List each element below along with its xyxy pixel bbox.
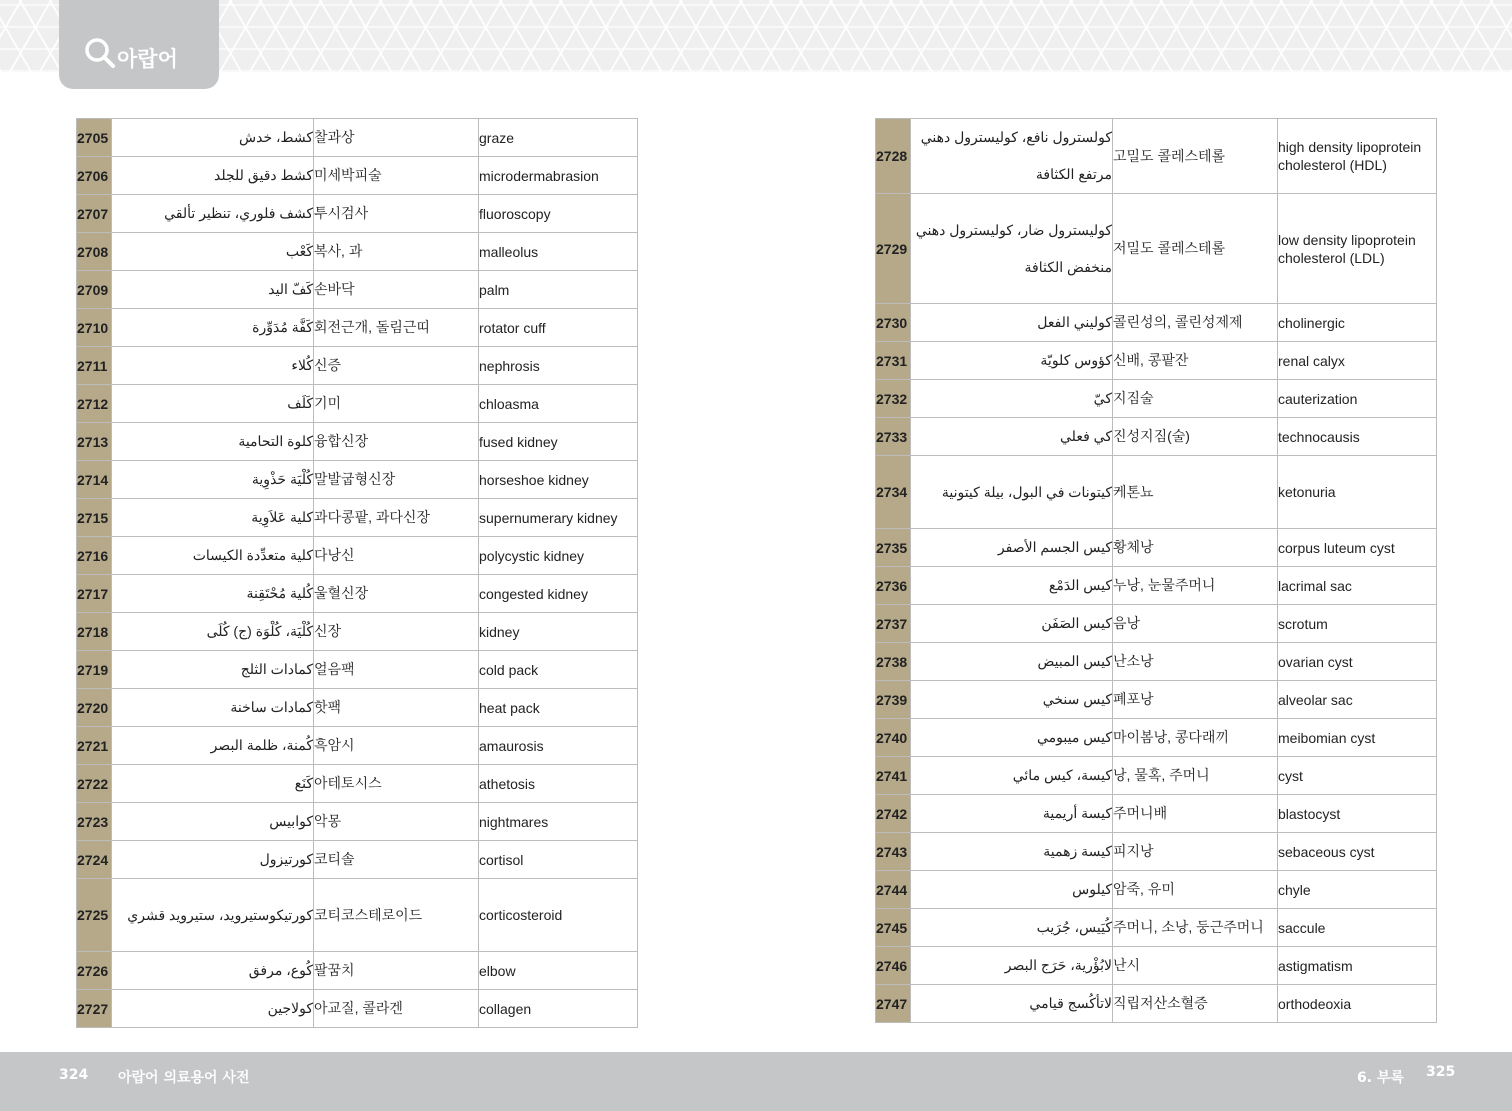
english-term: palm [479, 271, 638, 309]
entry-number: 2720 [77, 689, 112, 727]
english-term: saccule [1278, 909, 1437, 947]
entry-number: 2744 [876, 871, 911, 909]
entry-number: 2709 [77, 271, 112, 309]
table-row [77, 499, 638, 537]
tab-label: 아랍어 [117, 47, 178, 71]
entry-number: 2746 [876, 947, 911, 985]
arabic-term: كلية عَلاَوِية [112, 499, 314, 537]
english-term: fluoroscopy [479, 195, 638, 233]
table-row [876, 871, 1437, 909]
table-row [876, 605, 1437, 643]
entry-number: 2712 [77, 385, 112, 423]
arabic-term: كيسة زهمية [911, 833, 1113, 871]
arabic-term: كَفَّة مُدَوِّرة [112, 309, 314, 347]
arabic-term: كيلوس [911, 871, 1113, 909]
korean-term: 찰과상 [314, 119, 479, 157]
entry-number: 2711 [77, 347, 112, 385]
korean-term: 지짐술 [1113, 380, 1278, 418]
korean-term: 말발굽형신장 [314, 461, 479, 499]
korean-term: 콜린성의, 콜린성제제 [1113, 304, 1278, 342]
entry-number: 2719 [77, 651, 112, 689]
english-term: cholinergic [1278, 304, 1437, 342]
table-row [77, 119, 638, 157]
english-term: corpus luteum cyst [1278, 529, 1437, 567]
table-row [876, 529, 1437, 567]
arabic-term: كيس ميبومي [911, 719, 1113, 757]
entry-number: 2736 [876, 567, 911, 605]
entry-number: 2710 [77, 309, 112, 347]
arabic-term: كوليسترول ضار، كوليسترول دهني منخفض الكثافة [911, 194, 1113, 304]
english-term: chloasma [479, 385, 638, 423]
table-row [876, 643, 1437, 681]
language-tab [59, 0, 219, 89]
table-row [77, 233, 638, 271]
english-term: cauterization [1278, 380, 1437, 418]
entry-number: 2715 [77, 499, 112, 537]
table-row [876, 909, 1437, 947]
korean-term: 코티코스테로이드 [314, 879, 479, 952]
entry-number: 2747 [876, 985, 911, 1023]
korean-term: 피지낭 [1113, 833, 1278, 871]
arabic-term: كي فعلي [911, 418, 1113, 456]
arabic-term: كشط دقيق للجلد [112, 157, 314, 195]
english-term: cold pack [479, 651, 638, 689]
entry-number: 2727 [77, 990, 112, 1028]
table-row [876, 194, 1437, 304]
table-row [77, 803, 638, 841]
entry-number: 2714 [77, 461, 112, 499]
search-icon [83, 36, 117, 70]
entry-number: 2722 [77, 765, 112, 803]
english-term: technocausis [1278, 418, 1437, 456]
table-row [876, 456, 1437, 529]
korean-term: 다낭신 [314, 537, 479, 575]
table-row [77, 423, 638, 461]
korean-term: 진성지짐(술) [1113, 418, 1278, 456]
left-book-title: 아랍어 의료용어 사전 [118, 1070, 250, 1086]
english-term: blastocyst [1278, 795, 1437, 833]
english-term: cyst [1278, 757, 1437, 795]
arabic-term: كيس سنخي [911, 681, 1113, 719]
table-row [876, 342, 1437, 380]
korean-term: 신배, 콩팥잔 [1113, 342, 1278, 380]
right-dictionary-table [875, 118, 1437, 1023]
arabic-term: كيسة، كيس مائي [911, 757, 1113, 795]
english-term: scrotum [1278, 605, 1437, 643]
english-term: orthodeoxia [1278, 985, 1437, 1023]
korean-term: 직립저산소혈증 [1113, 985, 1278, 1023]
entry-number: 2721 [77, 727, 112, 765]
arabic-term: كلية متعدِّدة الكيسات [112, 537, 314, 575]
entry-number: 2707 [77, 195, 112, 233]
english-term: congested kidney [479, 575, 638, 613]
arabic-term: كمادات ساخنة [112, 689, 314, 727]
english-term: lacrimal sac [1278, 567, 1437, 605]
english-term: microdermabrasion [479, 157, 638, 195]
english-term: corticosteroid [479, 879, 638, 952]
entry-number: 2741 [876, 757, 911, 795]
table-row [876, 418, 1437, 456]
entry-number: 2743 [876, 833, 911, 871]
english-term: sebaceous cyst [1278, 833, 1437, 871]
entry-number: 2723 [77, 803, 112, 841]
arabic-term: كَفّ اليد [112, 271, 314, 309]
korean-term: 신장 [314, 613, 479, 651]
english-term: chyle [1278, 871, 1437, 909]
table-row [77, 385, 638, 423]
table-row [876, 567, 1437, 605]
table-row [876, 985, 1437, 1023]
english-term: cortisol [479, 841, 638, 879]
korean-term: 주머니, 소낭, 둥근주머니 [1113, 909, 1278, 947]
arabic-term: لابُؤْرية، حَرَج البصر [911, 947, 1113, 985]
arabic-term: كلوة التحامية [112, 423, 314, 461]
arabic-term: كُيَيس، جُرَيب [911, 909, 1113, 947]
table-row [876, 119, 1437, 194]
korean-term: 손바닥 [314, 271, 479, 309]
table-row [77, 651, 638, 689]
korean-term: 코티솔 [314, 841, 479, 879]
arabic-term: كَلَف [112, 385, 314, 423]
table-row [77, 952, 638, 990]
english-term: heat pack [479, 689, 638, 727]
english-term: kidney [479, 613, 638, 651]
korean-term: 누낭, 눈물주머니 [1113, 567, 1278, 605]
table-row [77, 195, 638, 233]
english-term: rotator cuff [479, 309, 638, 347]
entry-number: 2734 [876, 456, 911, 529]
korean-term: 융합신장 [314, 423, 479, 461]
korean-term: 암죽, 유미 [1113, 871, 1278, 909]
korean-term: 주머니배 [1113, 795, 1278, 833]
table-row [876, 757, 1437, 795]
english-term: meibomian cyst [1278, 719, 1437, 757]
english-term: athetosis [479, 765, 638, 803]
english-term: amaurosis [479, 727, 638, 765]
arabic-term: كوابيس [112, 803, 314, 841]
korean-term: 미세박피술 [314, 157, 479, 195]
table-row [77, 613, 638, 651]
english-term: alveolar sac [1278, 681, 1437, 719]
right-page-number: 325 [1426, 1064, 1456, 1080]
korean-term: 울혈신장 [314, 575, 479, 613]
korean-term: 복사, 과 [314, 233, 479, 271]
arabic-term: كولاجين [112, 990, 314, 1028]
arabic-term: كُلاء [112, 347, 314, 385]
table-row [77, 537, 638, 575]
entry-number: 2742 [876, 795, 911, 833]
korean-term: 황체낭 [1113, 529, 1278, 567]
arabic-term: كَعْب [112, 233, 314, 271]
korean-term: 흑암시 [314, 727, 479, 765]
arabic-term: كيسة أريمية [911, 795, 1113, 833]
footer-bar [0, 1052, 1512, 1111]
arabic-term: كيس الصَفَن [911, 605, 1113, 643]
english-term: supernumerary kidney [479, 499, 638, 537]
table-row [77, 765, 638, 803]
table-row [876, 380, 1437, 418]
arabic-term: كشف فلوري، تنظير تألقي [112, 195, 314, 233]
korean-term: 투시검사 [314, 195, 479, 233]
english-term: high density lipoprotein cholesterol (HDL) [1278, 119, 1437, 194]
korean-term: 핫팩 [314, 689, 479, 727]
english-term: malleolus [479, 233, 638, 271]
korean-term: 얼음팩 [314, 651, 479, 689]
entry-number: 2717 [77, 575, 112, 613]
table-row [876, 795, 1437, 833]
table-row [77, 461, 638, 499]
english-term: collagen [479, 990, 638, 1028]
english-term: renal calyx [1278, 342, 1437, 380]
arabic-term: كشط، خدش [112, 119, 314, 157]
korean-term: 낭, 물혹, 주머니 [1113, 757, 1278, 795]
table-row [77, 990, 638, 1028]
english-term: astigmatism [1278, 947, 1437, 985]
entry-number: 2738 [876, 643, 911, 681]
table-row [77, 841, 638, 879]
korean-term: 난소낭 [1113, 643, 1278, 681]
table-row [77, 879, 638, 952]
korean-term: 폐포낭 [1113, 681, 1278, 719]
entry-number: 2725 [77, 879, 112, 952]
english-term: fused kidney [479, 423, 638, 461]
table-row [77, 727, 638, 765]
korean-term: 저밀도 콜레스테롤 [1113, 194, 1278, 304]
arabic-term: كؤوس كلويّة [911, 342, 1113, 380]
table-row [876, 947, 1437, 985]
entry-number: 2732 [876, 380, 911, 418]
arabic-term: كوليني الفعل [911, 304, 1113, 342]
arabic-term: كيتونات في البول، بيلة كيتونية [911, 456, 1113, 529]
left-dictionary-table [76, 118, 638, 1028]
english-term: graze [479, 119, 638, 157]
entry-number: 2724 [77, 841, 112, 879]
english-term: nephrosis [479, 347, 638, 385]
entry-number: 2730 [876, 304, 911, 342]
entry-number: 2739 [876, 681, 911, 719]
right-section-title: 6. 부록 [1357, 1070, 1404, 1086]
entry-number: 2733 [876, 418, 911, 456]
arabic-term: كيّ [911, 380, 1113, 418]
english-term: elbow [479, 952, 638, 990]
korean-term: 신증 [314, 347, 479, 385]
korean-term: 아테토시스 [314, 765, 479, 803]
arabic-term: كُمنة، ظلمة البصر [112, 727, 314, 765]
entry-number: 2716 [77, 537, 112, 575]
english-term: horseshoe kidney [479, 461, 638, 499]
arabic-term: كمادات الثلج [112, 651, 314, 689]
korean-term: 팔꿈치 [314, 952, 479, 990]
arabic-term: كُلية مُحْتَقِنة [112, 575, 314, 613]
table-row [77, 575, 638, 613]
table-row [77, 309, 638, 347]
table-row [876, 304, 1437, 342]
english-term: nightmares [479, 803, 638, 841]
korean-term: 기미 [314, 385, 479, 423]
table-row [876, 681, 1437, 719]
korean-term: 악몽 [314, 803, 479, 841]
table-row [876, 719, 1437, 757]
entry-number: 2740 [876, 719, 911, 757]
entry-number: 2706 [77, 157, 112, 195]
arabic-term: كيس الدَمْع [911, 567, 1113, 605]
english-term: ketonuria [1278, 456, 1437, 529]
entry-number: 2726 [77, 952, 112, 990]
korean-term: 회전근개, 돌림근띠 [314, 309, 479, 347]
korean-term: 과다콩팥, 과다신장 [314, 499, 479, 537]
table-row [77, 347, 638, 385]
arabic-term: كُوع، مرفق [112, 952, 314, 990]
arabic-term: كَنَع [112, 765, 314, 803]
arabic-term: كورتيكوستيرويد، ستيرويد قشري [112, 879, 314, 952]
entry-number: 2718 [77, 613, 112, 651]
korean-term: 케톤뇨 [1113, 456, 1278, 529]
arabic-term: كورتيزول [112, 841, 314, 879]
arabic-term: كُلْيَة حَذْوِية [112, 461, 314, 499]
korean-term: 고밀도 콜레스테롤 [1113, 119, 1278, 194]
table-row [876, 833, 1437, 871]
left-page-number: 324 [59, 1067, 89, 1083]
arabic-term: لاتأكُسج قيامي [911, 985, 1113, 1023]
arabic-term: كيس الجسم الأصفر [911, 529, 1113, 567]
entry-number: 2745 [876, 909, 911, 947]
arabic-term: كُلْيَة، كُلْوَة (ج) كُلَى [112, 613, 314, 651]
korean-term: 아교질, 콜라겐 [314, 990, 479, 1028]
entry-number: 2708 [77, 233, 112, 271]
arabic-term: كولسترول نافع، كوليسترول دهني مرتفع الكثافة [911, 119, 1113, 194]
entry-number: 2713 [77, 423, 112, 461]
korean-term: 음낭 [1113, 605, 1278, 643]
english-term: ovarian cyst [1278, 643, 1437, 681]
table-row [77, 157, 638, 195]
entry-number: 2735 [876, 529, 911, 567]
table-row [77, 689, 638, 727]
entry-number: 2737 [876, 605, 911, 643]
entry-number: 2729 [876, 194, 911, 304]
header-pattern-band [0, 0, 1512, 72]
table-row [77, 271, 638, 309]
english-term: low density lipoprotein cholesterol (LDL) [1278, 194, 1437, 304]
entry-number: 2728 [876, 119, 911, 194]
entry-number: 2705 [77, 119, 112, 157]
korean-term: 마이봄낭, 콩다래끼 [1113, 719, 1278, 757]
korean-term: 난시 [1113, 947, 1278, 985]
entry-number: 2731 [876, 342, 911, 380]
arabic-term: كيس المبيض [911, 643, 1113, 681]
english-term: polycystic kidney [479, 537, 638, 575]
